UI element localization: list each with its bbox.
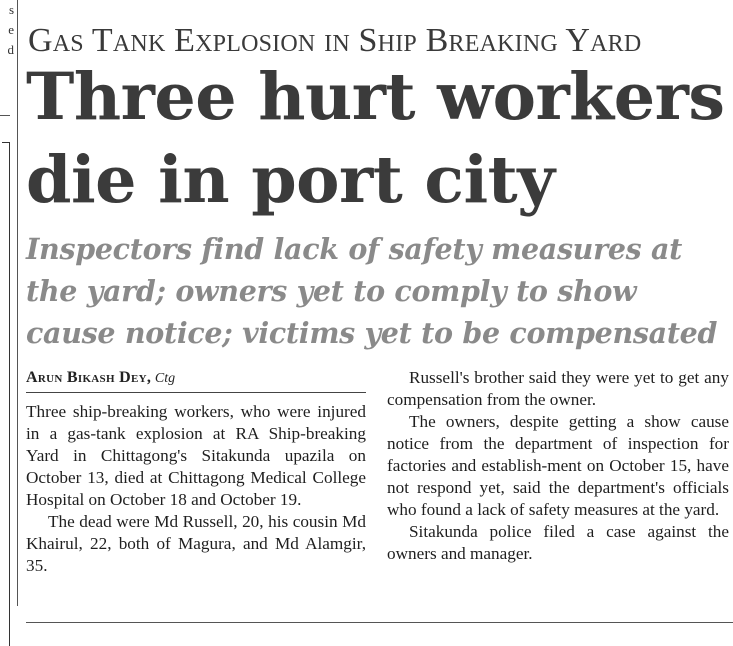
article-body-left-column (26, 401, 366, 577)
body-paragraph: Sitakunda police filed a case against the owners and manager. (387, 522, 729, 563)
article-body-right-column (387, 367, 729, 565)
byline-author: Arun Bikash Dey, (26, 369, 152, 386)
byline-location: Ctg (154, 371, 176, 386)
adjacent-column-fragment (0, 0, 14, 60)
article-byline (26, 369, 366, 393)
article-kicker: Gas Tank Explosion in Ship Breaking Yard (28, 22, 642, 59)
body-paragraph: Three ship-breaking workers, who were injured in a gas-tank explosion at RA Ship-breaking Yard in Chittagong's Sitakunda upazila on October 13, died at Chittagong Medical College Hospital on October 18 and October 19. (26, 402, 366, 509)
body-paragraph: Russell's brother said they were yet to get any compensation from the owner. (387, 368, 729, 409)
adjacent-box-border (2, 142, 10, 646)
bottom-divider (26, 622, 733, 623)
article-deck: Inspectors find lack of safety measures at the yard; owners yet to comply to show cause notice; victims yet to be compensated (26, 232, 718, 350)
adjacent-column-letter: d (7, 42, 14, 57)
adjacent-column-letter: e (8, 22, 14, 37)
adjacent-column-letter: s (8, 2, 14, 17)
article-headline: Three hurt workers die in port city (26, 59, 725, 218)
column-separator-line (17, 0, 18, 606)
body-paragraph: The owners, despite getting a show cause notice from the department of inspection for factories and establish-ment on October 15, have not respond yet, said the department's officials who found a lack of safety measures at the yard. (387, 412, 729, 519)
body-paragraph: The dead were Md Russell, 20, his cousin Md Khairul, 22, both of Magura, and Md Alamgir, 35. (26, 512, 366, 575)
adjacent-column-rule (0, 115, 10, 116)
